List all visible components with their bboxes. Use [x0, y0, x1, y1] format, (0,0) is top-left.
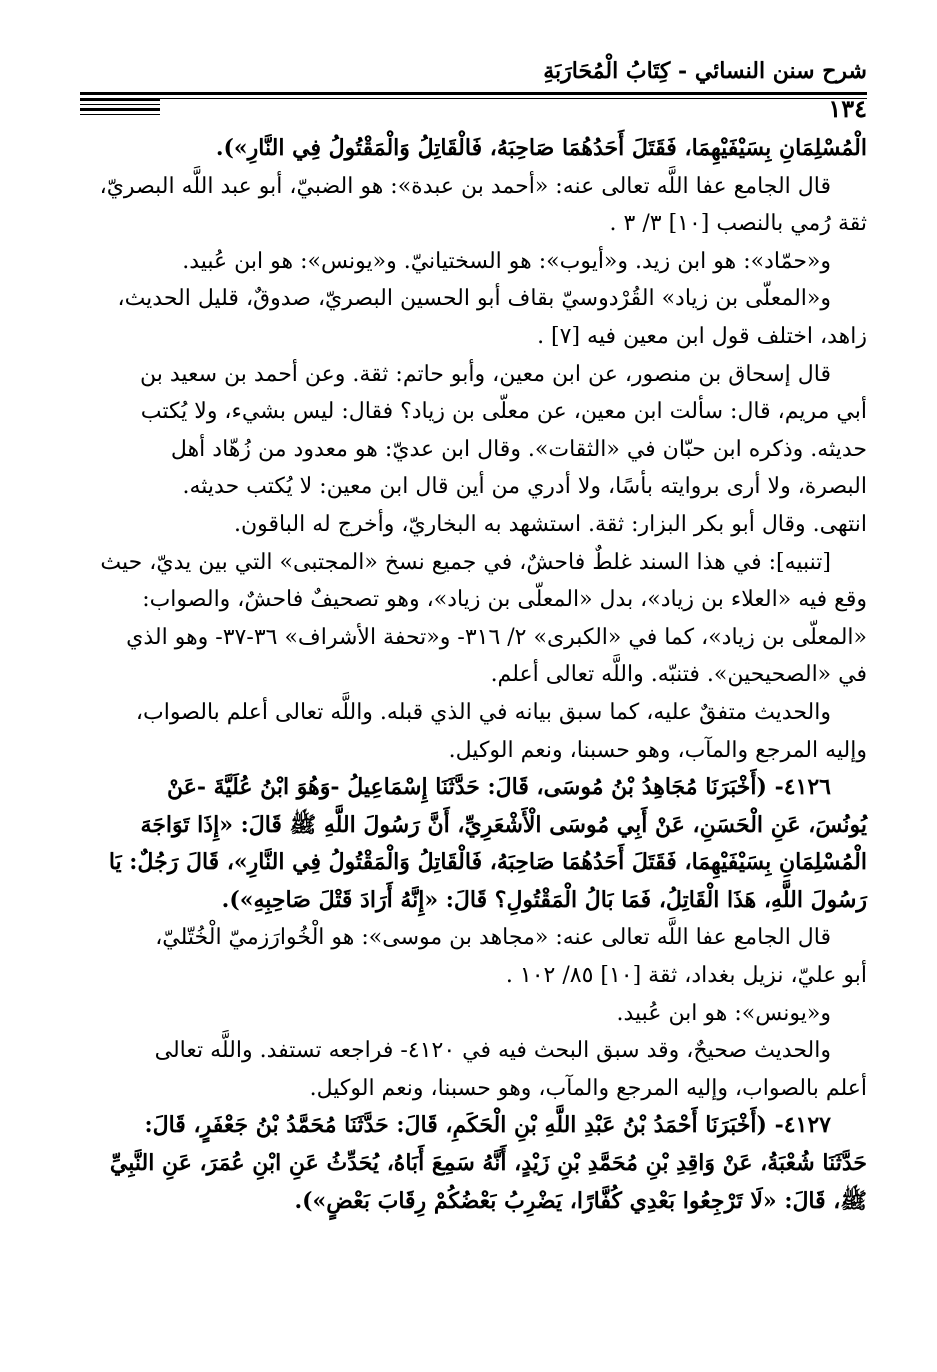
- body-text: [80, 130, 867, 1220]
- text-line: الْمُسْلِمَانِ بِسَيْفَيْهِمَا، فَقَتَلَ أَحَدُهُمَا صَاحِبَهُ، فَالْقَاتِلُ وَالْمَقْتُولُ فِي النَّارِ»، قَالَ رَجُلٌ: يَا: [108, 849, 867, 876]
- text-line: زاهد، اختلف قول ابن معين فيه [٧] .: [537, 323, 867, 349]
- text-line: الْمُسْلِمَانِ بِسَيْفَيْهِمَا، فَقَتَلَ أَحَدُهُمَا صَاحِبَهُ، فَالْقَاتِلُ وَالْمَقْتُولُ فِي النَّارِ»).: [215, 135, 867, 161]
- text-line: وإليه المرجع والمآب، وهو حسبنا، ونعم الوكيل.: [448, 737, 867, 763]
- text-line: يُونُسَ، عَنِ الْحَسَنِ، عَنْ أَبِي مُوسَى الْأَشْعَرِيِّ، أَنَّ رَسُولَ اللَّهِ ﷺ قَالَ: «إِذَا تَوَاجَهَ: [140, 811, 867, 838]
- text-line: و«المعلّى بن زياد» القُرْدوسيّ بقاف أبو الحسين البصريّ، صدوقٌ، قليل الحديث،: [117, 286, 831, 312]
- text-line: حَدَّثَنَا شُعْبَةُ، عَنْ وَاقِدِ بْنِ مُحَمَّدِ بْنِ زَيْدٍ، أَنَّهُ سَمِعَ أَبَاهُ، يُحَدِّثُ عَنِ ابْنِ عُمَرَ، عَنِ النَّبِيِّ: [109, 1150, 867, 1177]
- text-line: «المعلّى بن زياد»، كما في «الكبرى» ٢/ ٣١٦- و«تحفة الأشراف» ٣٦-٣٧- وهو الذي: [126, 624, 867, 650]
- decorative-rule: [80, 98, 160, 105]
- page-header: [80, 40, 867, 92]
- text-line: ٤١٢٦- (أَخْبَرَنَا مُجَاهِدُ بْنُ مُوسَى، قَالَ: حَدَّثَنَا إِسْمَاعِيلُ -وَهُوَ ابْنُ عُلَيَّةَ -عَنْ: [167, 774, 831, 801]
- text-line: أبو عليّ، نزيل بغداد، ثقة [١٠] ٨٥/ ١٠٢ .: [505, 963, 867, 989]
- text-line: أعلم بالصواب، وإليه المرجع والمآب، وهو حسبنا، ونعم الوكيل.: [309, 1075, 867, 1101]
- running-title: شرح سنن النسائي - كِتَابُ الْمُحَارَبَةِ: [543, 58, 867, 84]
- text-line: أبي مريم، قال: سألت ابن معين، عن معلّى بن زياد؟ فقال: ليس بشيء، ولا يُكتب: [140, 399, 867, 425]
- text-line: وقع فيه «العلاء بن زياد»، بدل «المعلّى بن زياد»، وهو تصحيفٌ فاحشٌ، والصواب:: [142, 587, 867, 613]
- text-line: قال الجامع عفا اللَّه تعالى عنه: «أحمد بن عبدة»: هو الضبيّ، أبو عبد اللَّه البصريّ،: [99, 173, 831, 199]
- text-line: والحديث متفقٌ عليه، كما سبق بيانه في الذي قبله. واللَّه تعالى أعلم بالصواب،: [135, 699, 831, 725]
- text-line: ٤١٢٧- (أَخْبَرَنَا أَحْمَدُ بْنُ عَبْدِ اللَّهِ بْنِ الْحَكَمِ، قَالَ: حَدَّثَنَا مُحَمَّدُ بْنُ جَعْفَرٍ، قَالَ:: [144, 1112, 831, 1139]
- text-line: قال الجامع عفا اللَّه تعالى عنه: «مجاهد بن موسى»: هو الْخُوارَزميّ الْخُتّليّ،: [155, 925, 831, 951]
- text-line: ﷺ، قَالَ: «لَا تَرْجِعُوا بَعْدِي كُفَّارًا، يَضْرِبُ بَعْضُكُمْ رِقَابَ بَعْضٍ»).: [294, 1187, 867, 1214]
- page-number: ١٣٤: [828, 94, 867, 123]
- text-line: والحديث صحيحٌ، وقد سبق البحث فيه في ٤١٢٠- فراجعه تستفد. واللَّه تعالى: [154, 1038, 831, 1064]
- text-line: و«حمّاد»: هو ابن زيد. و«أيوب»: هو السختيانيّ. و«يونس»: هو ابن عُبيد.: [182, 248, 831, 274]
- text-line: [تنبيه]: في هذا السند غلطٌ فاحشٌ، في جميع نسخ «المجتبى» التي بين يديّ، حيث: [100, 549, 831, 575]
- text-line: في «الصحيحين». فتنبّه. واللَّه تعالى أعلم.: [490, 662, 867, 688]
- text-line: ثقة رُمي بالنصب [١٠] ٣/ ٣ .: [609, 211, 867, 237]
- text-line: انتهى. وقال أبو بكر البزار: ثقة. استشهد به البخاريّ، وأخرج له الباقون.: [234, 511, 867, 537]
- text-line: حديثه. وذكره ابن حبّان في «الثقات». وقال ابن عديّ: هو معدود من زُهّاد أهل: [170, 436, 867, 462]
- decorative-rule: [80, 108, 160, 115]
- text-line: و«يونس»: هو ابن عُبيد.: [616, 1000, 831, 1026]
- text-line: رَسُولَ اللَّهِ، هَذَا الْقَاتِلُ، فَمَا بَالُ الْمَقْتُولِ؟ قَالَ: «إِنَّهُ أَرَادَ قَتْلَ صَاحِبِهِ»).: [221, 886, 867, 913]
- text-line: البصرة، ولا أرى بروايته بأسًا، ولا أدري من أين قال ابن معين: لا يُكتب حديثه.: [182, 474, 867, 500]
- page-number-row: [80, 92, 867, 130]
- text-line: قال إسحاق بن منصور، عن ابن معين، وأبو حاتم: ثقة. وعن أحمد بن سعيد بن: [139, 361, 831, 387]
